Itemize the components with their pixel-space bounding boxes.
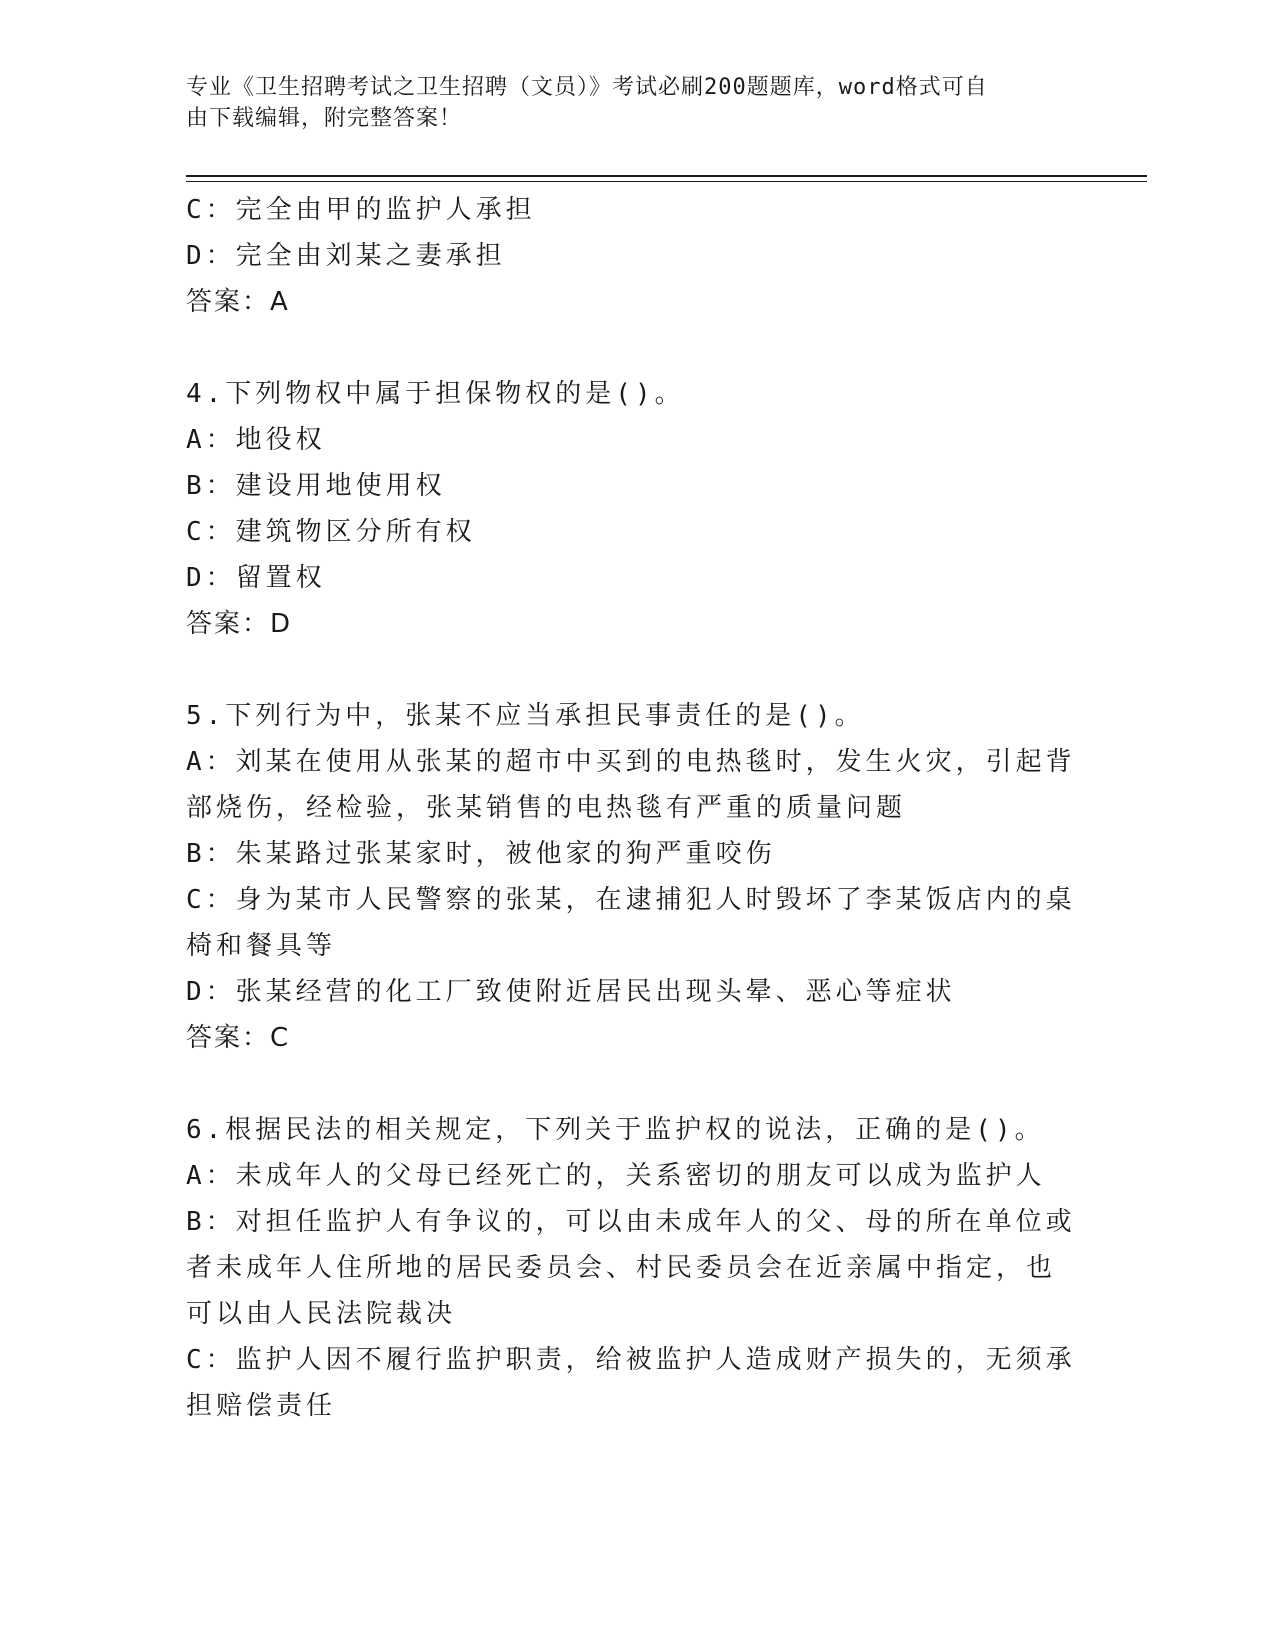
q6-option-b: B：对担任监护人有争议的，可以由未成年人的父、母的所在单位或者未成年人住所地的居民委员会、村民委员会在近亲属中指定，也可以由人民法院裁决 xyxy=(186,1207,1076,1329)
question-6 xyxy=(186,1107,1076,1429)
q4-option-d: D：留置权 xyxy=(186,563,326,593)
question-spacer xyxy=(186,647,1076,693)
q6-option-a: A：未成年人的父母已经死亡的，关系密切的朋友可以成为监护人 xyxy=(186,1161,1046,1191)
document-body xyxy=(186,187,1076,1429)
q5-option-a: A：刘某在使用从张某的超市中买到的电热毯时，发生火灾，引起背部烧伤，经检验，张某销售的电热毯有严重的质量问题 xyxy=(186,747,1076,823)
q4-option-c: C：建筑物区分所有权 xyxy=(186,517,476,547)
q5-question: 5.下列行为中，张某不应当承担民事责任的是()。 xyxy=(186,701,865,731)
q6-option-c: C：监护人因不履行监护职责，给被监护人造成财产损失的，无须承担赔偿责任 xyxy=(186,1345,1076,1421)
q4-option-a: A：地役权 xyxy=(186,425,326,455)
q4-option-b: B：建设用地使用权 xyxy=(186,471,446,501)
q4-question: 4.下列物权中属于担保物权的是()。 xyxy=(186,379,685,409)
question-spacer xyxy=(186,1061,1076,1107)
header-title-line-1: 专业《卫生招聘考试之卫生招聘（文员）》考试必刷200题题库，word格式可自 xyxy=(186,75,988,100)
header-divider-thin xyxy=(186,181,1147,182)
q5-answer: 答案：C xyxy=(186,1023,291,1053)
q4-answer: 答案：D xyxy=(186,609,293,639)
q3-answer: 答案：A xyxy=(186,287,290,317)
header-divider-thick xyxy=(186,175,1147,177)
q3-option-c: C：完全由甲的监护人承担 xyxy=(186,195,536,225)
question-3-tail xyxy=(186,187,1076,325)
header-title-line-2: 由下载编辑，附完整答案！ xyxy=(186,106,463,131)
q6-question: 6.根据民法的相关规定，下列关于监护权的说法，正确的是()。 xyxy=(186,1115,1045,1145)
q3-option-d: D：完全由刘某之妻承担 xyxy=(186,241,506,271)
question-spacer xyxy=(186,325,1076,371)
document-header xyxy=(186,72,1066,134)
question-4 xyxy=(186,371,1076,647)
question-5 xyxy=(186,693,1076,1061)
q5-option-d: D：张某经营的化工厂致使附近居民出现头晕、恶心等症状 xyxy=(186,977,956,1007)
q5-option-c: C：身为某市人民警察的张某，在逮捕犯人时毁坏了李某饭店内的桌椅和餐具等 xyxy=(186,885,1076,961)
q5-option-b: B：朱某路过张某家时，被他家的狗严重咬伤 xyxy=(186,839,776,869)
